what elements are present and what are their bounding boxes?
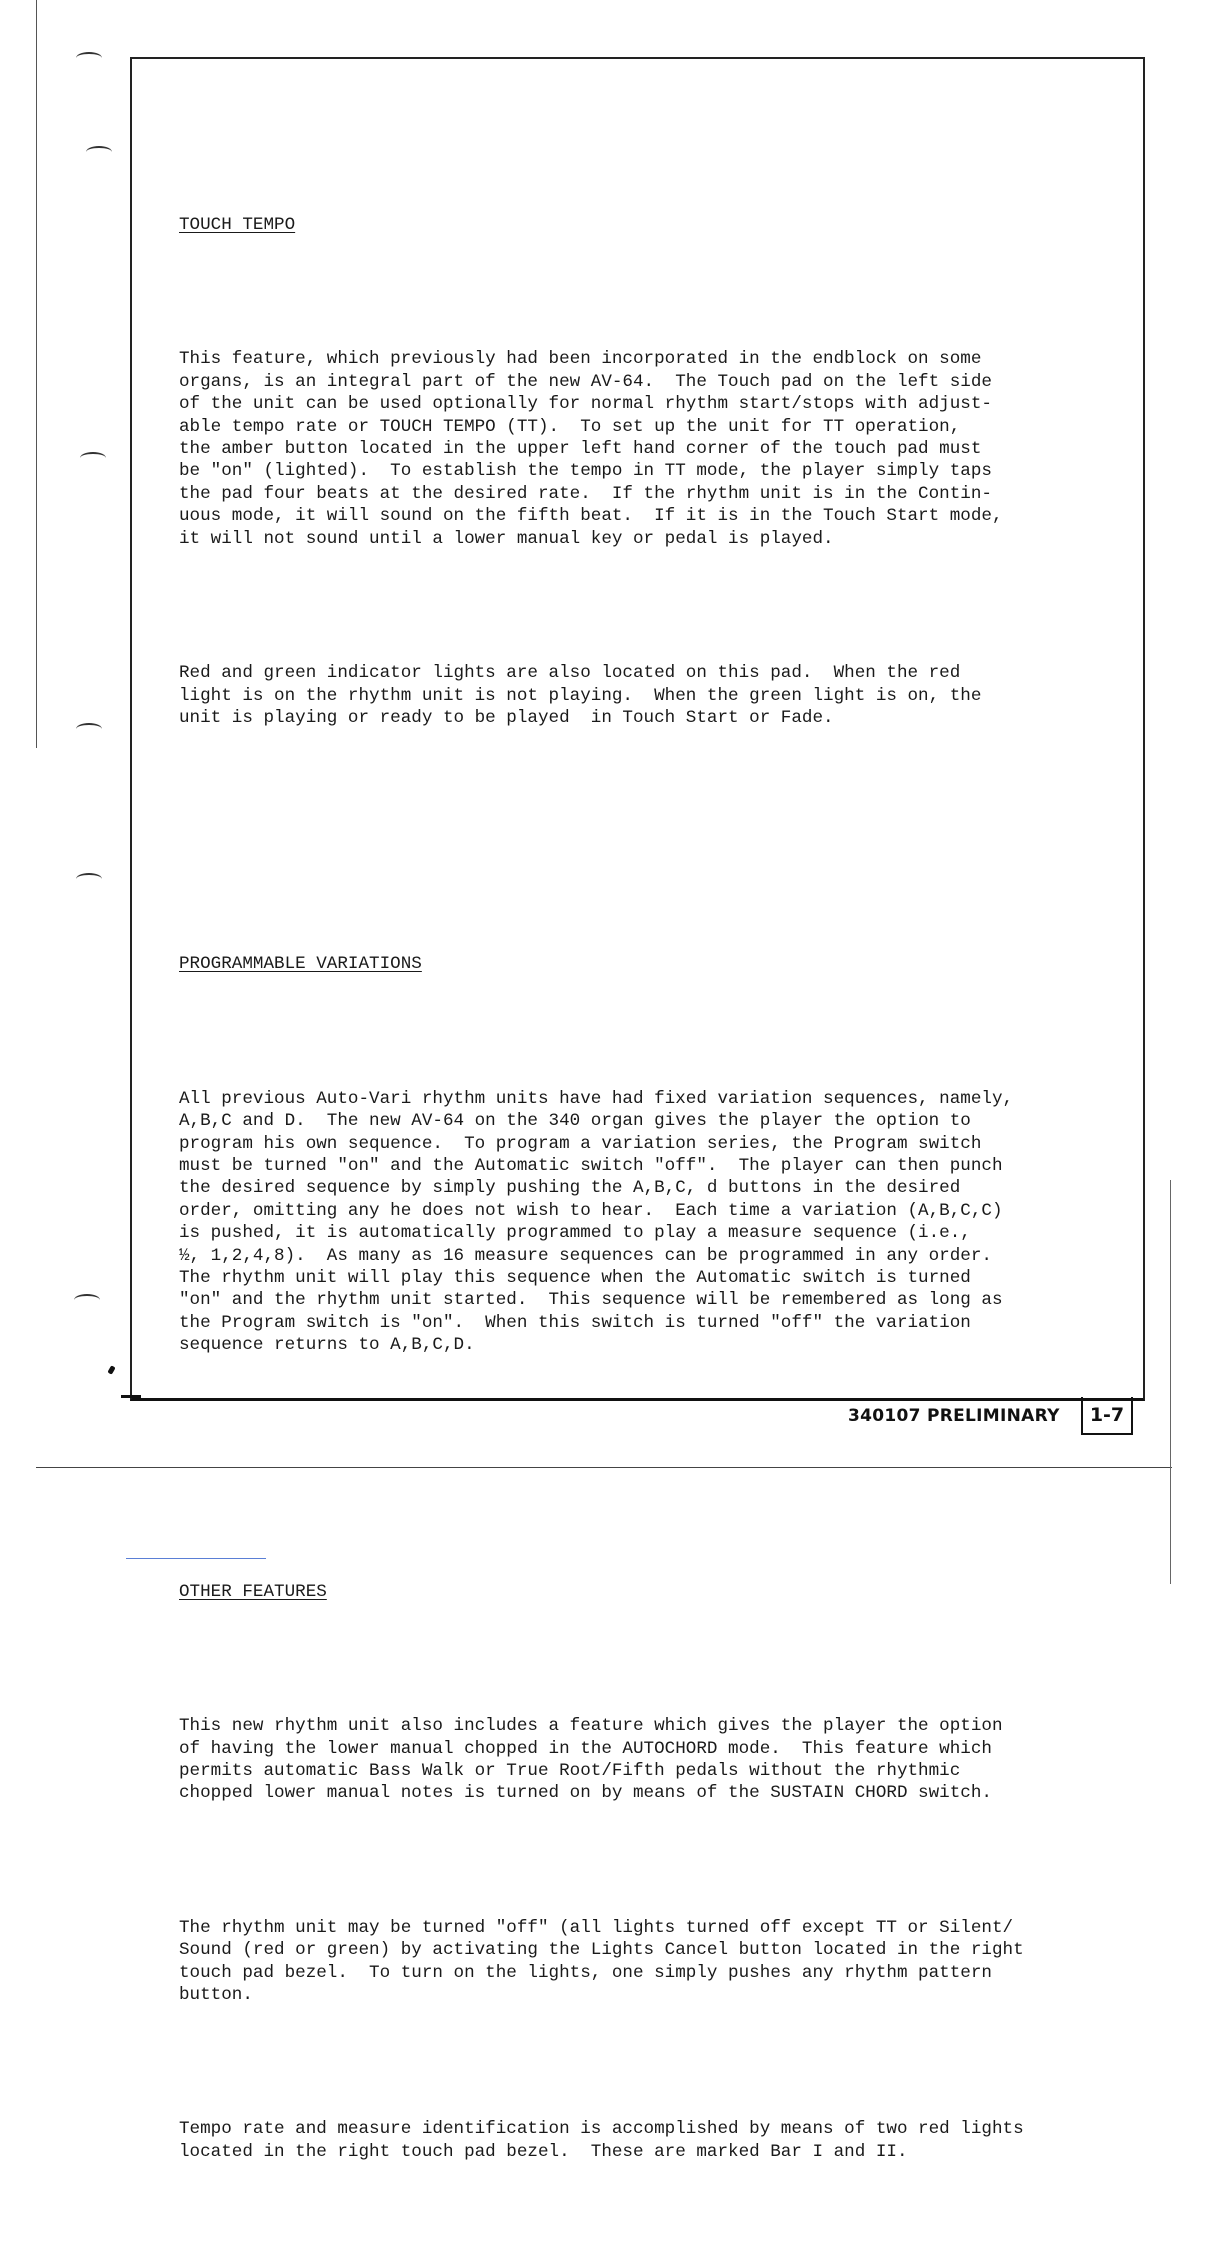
scan-blue-line: [126, 1558, 266, 1559]
section-heading: PROGRAMMABLE VARIATIONS: [179, 954, 422, 975]
section-touch-tempo: [179, 169, 1099, 841]
paragraph: All previous Auto-Vari rhythm units have had fixed variation sequences, namely, A,B,C and D. The new AV-64 on the 340 organ gives the player the option to program his own sequence. To program a variation series, the Program switch must be turned "on" and the Automatic switch "off". The player can then punch the desired sequence by simply pushing the A,B,C, d buttons in the desired order, omitting any he does not wish to hear. Each time a variation (A,B,C,C) is pushed, it is automatically programmed to play a measure sequence (i.e., ½, 1,2,4,8). As many as 16 measure sequences can be programmed in any order. The rhythm unit will play this sequence when the Automatic switch is turned "on" and the rhythm unit started. This sequence will be remembered as long as the Program switch is "on". When this switch is turned "off" the variation sequence returns to A,B,C,D.: [179, 1088, 1014, 1356]
scan-left-edge-line: [36, 0, 37, 748]
scan-speck: [107, 1365, 115, 1374]
binder-hole-mark: [80, 452, 106, 464]
frame-bottom-extension: [121, 1395, 141, 1398]
section-heading: TOUCH TEMPO: [179, 215, 296, 236]
binder-hole-mark: [76, 873, 102, 885]
body-text: [179, 102, 1099, 2253]
paragraph: This feature, which previously had been incorporated in the endblock on some organs, is an integral part of the new AV-64. The Touch pad on the left side of the unit can be used optionally for normal rhythm start/stops with adjust- able tempo rate or TOUCH TEMPO (TT). To set up the unit for TT operation, the amber button located in the upper left hand corner of the touch pad must be "on" (lighted). To establish the tempo in TT mode, the player simply taps the pad four beats at the desired rate. If the rhythm unit is in the Contin- uous mode, it will sound on the fifth beat. If it is in the Touch Start mode, it will not sound until a lower manual key or pedal is played.: [179, 349, 1003, 549]
document-id: 340107 PRELIMINARY: [848, 1406, 1060, 1426]
scan-bottom-line: [36, 1467, 1172, 1468]
paragraph: The rhythm unit may be turned "off" (all lights turned off except TT or Silent/ Sound (red or green) by activating the Lights Cancel button located in the right touch pad bezel. To turn on the lights, one simply pushes any rhythm pattern button.: [179, 1917, 1024, 2006]
paragraph: Red and green indicator lights are also located on this pad. When the red light is on the rhythm unit is not playing. When the green light is on, the unit is playing or ready to be played in Touch Start or Fade.: [179, 663, 982, 728]
binder-hole-mark: [76, 723, 102, 735]
section-heading: OTHER FEATURES: [179, 1581, 327, 1602]
paragraph: Tempo rate and measure identification is accomplished by means of two red lights located in the right touch pad bezel. These are marked Bar I and II.: [179, 2119, 1024, 2162]
binder-hole-mark: [74, 1294, 100, 1306]
paragraph: This new rhythm unit also includes a feature which gives the player the option of having the lower manual chopped in the AUTOCHORD mode. This feature which permits automatic Bass Walk or True Root/Fifth pedals without the rhythmic chopped lower manual notes is turned on by means of the SUSTAIN CHORD switch.: [179, 1716, 1003, 1804]
binder-hole-mark: [76, 52, 102, 64]
section-programmable-variations: [179, 909, 1099, 1469]
page-number: 1-7: [1081, 1397, 1133, 1435]
scan-right-edge-line: [1170, 1180, 1171, 1584]
section-other-features: [179, 1536, 1099, 2208]
binder-hole-mark: [86, 146, 112, 158]
